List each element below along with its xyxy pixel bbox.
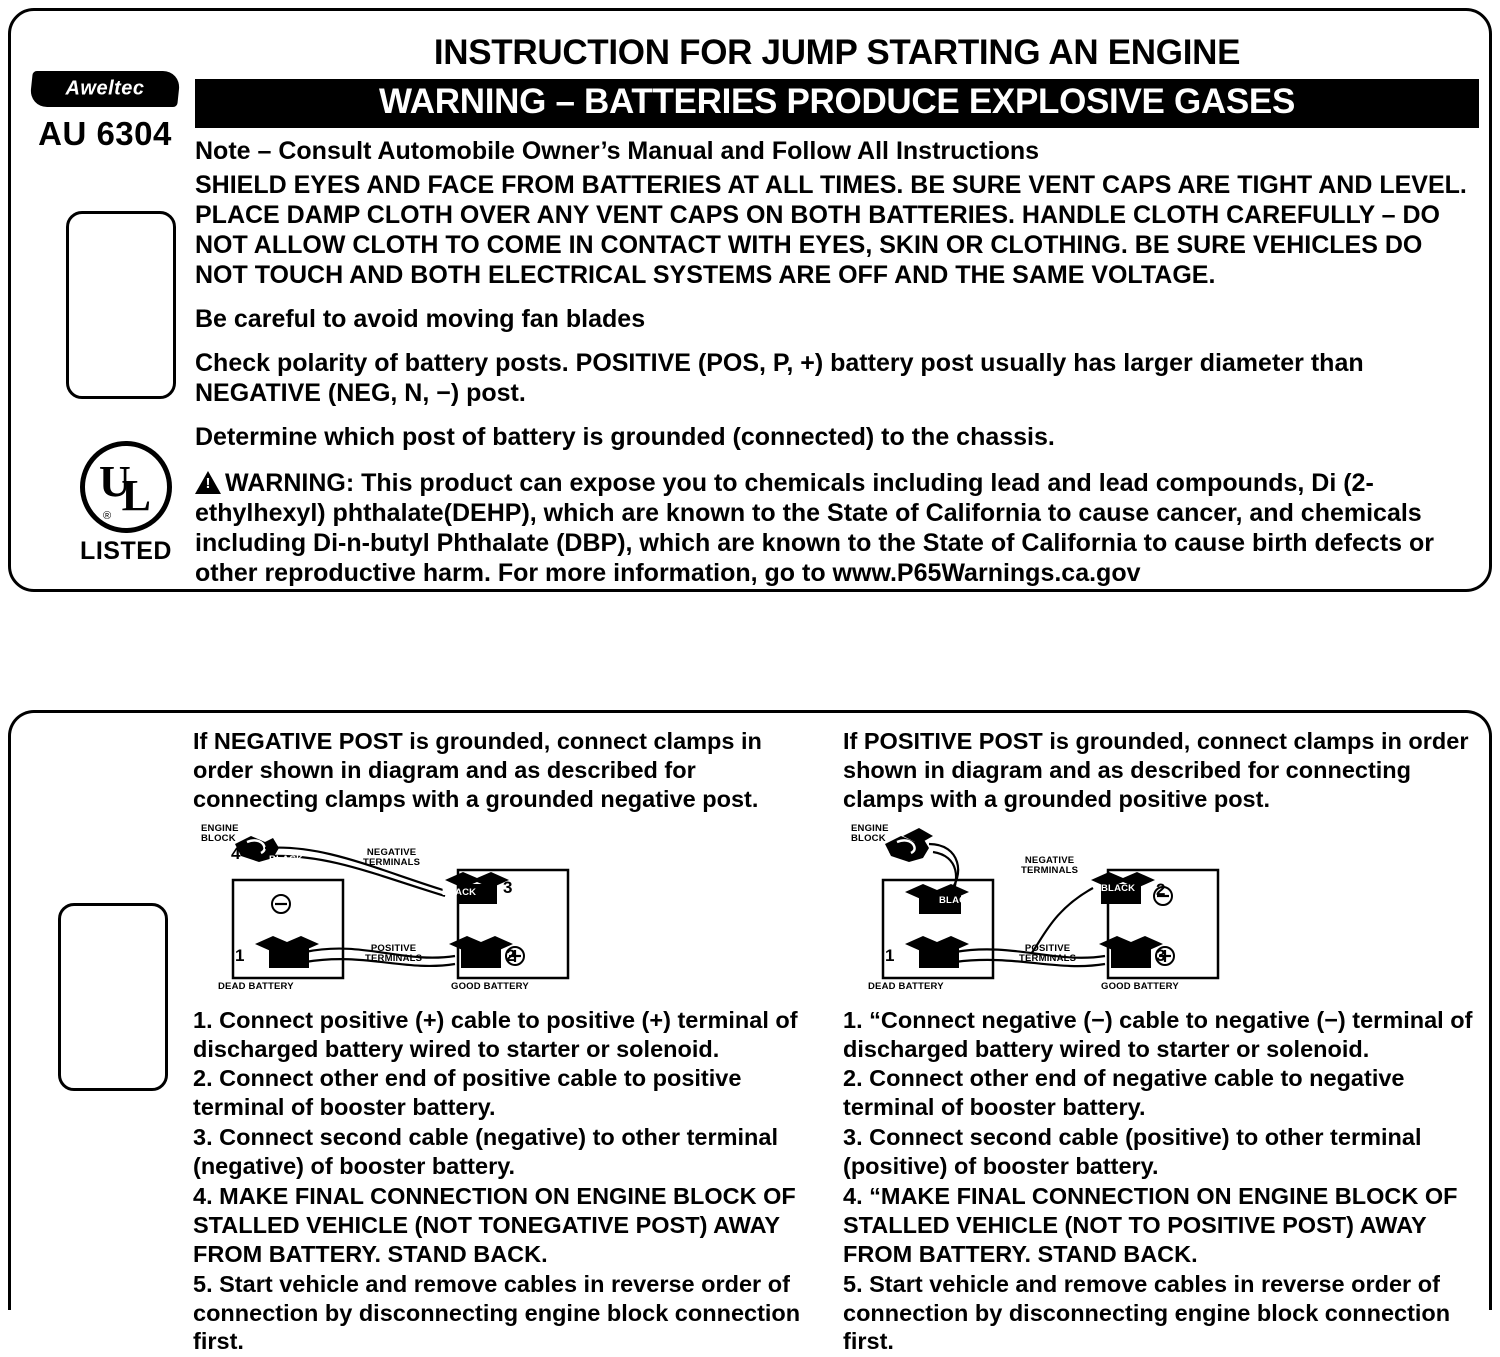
label-dead-battery: DEAD BATTERY [218,980,294,992]
registered-icon: ® [103,510,112,522]
prop65-text: WARNING: This product can expose you to chemicals including lead and lead compounds, Di (2-ethylhexyl) phthalate(DEHP), which are known to the State of California to cause cancer, and chemicals including Di-n-butyl Phthalate (DBP), which are known to the State of California to cause birth defects or other reproductive harm. For more information, go to www.P65Warnings.ca.gov [195,469,1434,587]
page-title: INSTRUCTION FOR JUMP STARTING AN ENGINE [433,33,1241,72]
label-black-1: BLACK [269,853,304,865]
right-step-4: 4. “MAKE FINAL CONNECTION ON ENGINE BLOCK OF STALLED VEHICLE (NOT TO POSITIVE POST) AWAY FROM BATTERY. STAND BACK. [843,1183,1458,1267]
label-dead-battery: DEAD BATTERY [868,980,944,992]
shield-paragraph: SHIELD EYES AND FACE FROM BATTERIES AT ALL TIMES. BE SURE VENT CAPS ARE TIGHT AND LEVEL. PLACE DAMP CLOTH OVER ANY VENT CAPS ON BOTH BATTERIES. HANDLE CLOTH CAREFULLY – DO NOT ALLOW CLOTH TO COME IN CONTACT WITH EYES, SKIN OR CLOTHING. BE SURE VEHICLES DO NOT TOUCH AND BOTH ELECTRICAL SYSTEMS ARE OFF AND THE SAME VOLTAGE. [195,171,1467,289]
right-intro: If POSITIVE POST is grounded, connect clamps in order shown in diagram and as described for connecting clamps with a grounded positive post. [843,728,1469,812]
ul-listed-mark [71,441,181,566]
instruction-card-bottom [8,710,1492,1355]
diagram-number-4: 4 [231,843,241,863]
ul-letter-l: L [121,471,151,520]
ul-circle-icon [80,441,172,533]
ul-listed-label: LISTED [80,537,172,565]
diagram-number-2: 2 [1156,879,1166,899]
diagram-number-4: 4 [889,839,899,859]
left-intro: If NEGATIVE POST is grounded, connect clamps in order shown in diagram and as described for connecting clamps with a grounded negative post. [193,728,762,812]
label-engine-block: ENGINE BLOCK [851,822,889,844]
label-good-battery: GOOD BATTERY [451,980,529,992]
instruction-card-top [8,8,1492,592]
column-negative-grounded [193,727,825,1357]
right-steps [843,1006,1475,1357]
right-step-2: 2. Connect other end of negative cable to negative terminal of booster battery. [843,1065,1405,1121]
right-step-3: 3. Connect second cable (positive) to other terminal (positive) of booster battery. [843,1124,1422,1180]
left-steps [193,1006,825,1357]
aweltec-logo [29,71,181,107]
diagram-number-1: 1 [235,945,245,965]
brand-block [17,71,193,153]
logo-text: Aweltec [65,77,145,100]
diagram-number-1: 1 [885,945,895,965]
fan-blades-paragraph: Be careful to avoid moving fan blades [195,305,646,333]
left-step-1: 1. Connect positive (+) cable to positive (+) terminal of discharged battery wired to starter or solenoid. [193,1006,798,1062]
diagram-number-2: 2 [506,945,516,965]
diagram-svg-left [193,822,825,1000]
left-step-4: 4. MAKE FINAL CONNECTION ON ENGINE BLOCK OF STALLED VEHICLE (NOT TONEGATIVE POST) AWAY FROM BATTERY. STAND BACK. [193,1183,796,1267]
note-line: Note – Consult Automobile Owner’s Manual and Follow All Instructions [195,137,1040,165]
left-step-3: 3. Connect second cable (negative) to other terminal (negative) of booster battery. [193,1124,779,1180]
diagram-number-3: 3 [1156,945,1166,965]
label-black-2: BLACK [1101,882,1136,894]
mounting-hole-bottom [58,903,168,1091]
diagram-svg-right [843,822,1475,1000]
label-good-battery: GOOD BATTERY [1101,980,1179,992]
column-positive-grounded [843,727,1475,1357]
grounded-post-paragraph: Determine which post of battery is grounded (connected) to the chassis. [195,423,1055,451]
top-content [195,25,1479,588]
left-step-5: 5. Start vehicle and remove cables in reverse order of connection by disconnecting engine block connection first. [193,1270,801,1355]
polarity-paragraph: Check polarity of battery posts. POSITIVE (POS, P, +) battery post usually has larger diameter than NEGATIVE (NEG, N, −) post. [195,349,1364,407]
mounting-hole-top [66,211,176,399]
label-negative-terminals: NEGATIVE TERMINALS [1021,854,1079,876]
diagram-negative-grounded [193,822,825,1000]
right-step-1: 1. “Connect negative (−) cable to negative (−) terminal of discharged battery wired to starter or solenoid. [843,1006,1473,1062]
left-step-2: 2. Connect other end of positive cable to positive terminal of booster battery. [193,1065,742,1121]
diagram-positive-grounded [843,822,1475,1000]
diagram-number-3: 3 [503,877,513,897]
label-black-2: BLACK [442,886,477,898]
label-positive-terminals: POSITIVE TERMINALS [365,942,423,964]
warning-banner: WARNING – BATTERIES PRODUCE EXPLOSIVE GASES [195,79,1479,128]
label-positive-terminals: POSITIVE TERMINALS [1019,942,1077,964]
right-step-5: 5. Start vehicle and remove cables in reverse order of connection by disconnecting engine block connection first. [843,1270,1451,1355]
instruction-columns [193,727,1483,1357]
label-black-1: BLACK [939,894,974,906]
model-number: AU 6304 [38,115,172,152]
prop65-warning [195,468,1479,588]
ul-letter-u: U [99,457,131,506]
warning-triangle-icon [195,471,221,494]
label-engine-block: ENGINE BLOCK [201,822,239,844]
label-negative-terminals: NEGATIVE TERMINALS [363,846,421,868]
